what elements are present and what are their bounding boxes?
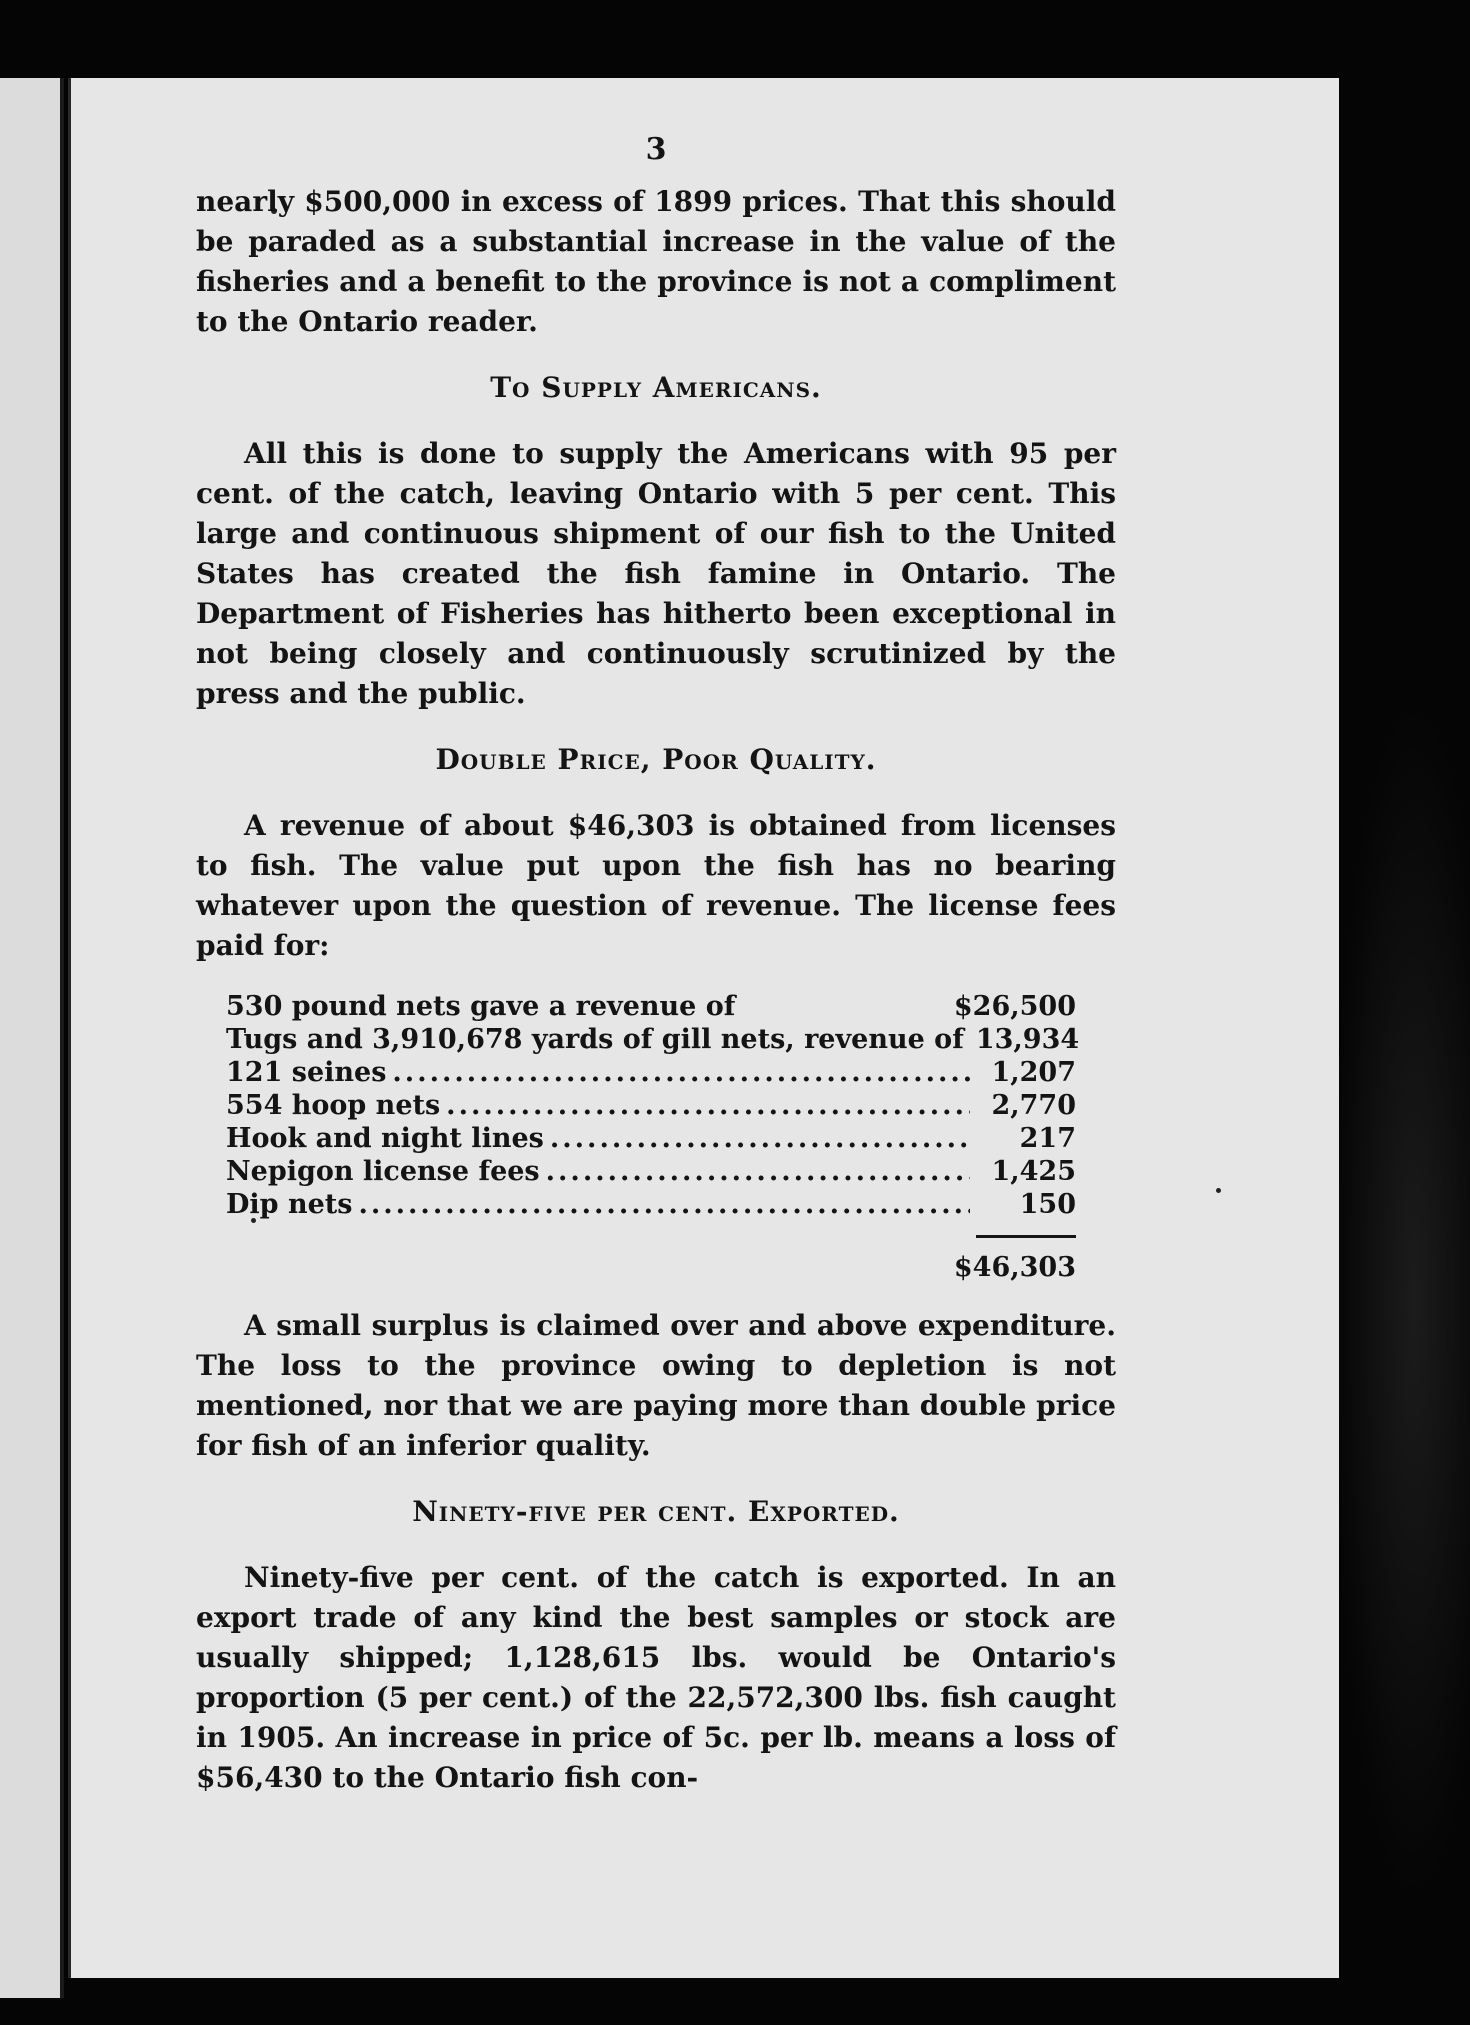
fee-label: Dip nets xyxy=(226,1189,353,1220)
fee-row xyxy=(226,1155,1076,1188)
paragraph: A revenue of about $46,303 is obtained from licenses to fish. The value put upon the fish has no bearing whatever upon the question of revenue. The license fees paid for: xyxy=(196,809,1116,962)
fee-label: 530 pound nets gave a revenue of xyxy=(226,991,736,1022)
leader-dots xyxy=(392,1056,970,1089)
leader-dots xyxy=(550,1122,970,1155)
paragraph: A small surplus is claimed over and above expenditure. The loss to the province owing to depletion is not mentioned, nor that we are paying more than double price for fish of an inferior quality. xyxy=(196,1309,1116,1462)
license-fee-table xyxy=(226,990,1080,1288)
section-heading: Double Price, Poor Quality. xyxy=(435,743,877,776)
fee-label: Hook and night lines xyxy=(226,1123,544,1154)
fee-value: 217 xyxy=(1019,1123,1076,1154)
fee-row xyxy=(226,1122,1076,1155)
page-text xyxy=(196,130,1116,1798)
paragraph: Ninety-five per cent. of the catch is exported. In an export trade of any kind the best samples or stock are usually shipped; 1,128,615 lbs. would be Ontario's proportion (5 per cent.) of the 22,572,300 lbs. fish caught in 1905. An increase in price of 5c. per lb. means a loss of $56,430 to the Ontario fish con- xyxy=(196,1561,1116,1794)
fees-total: $46,303 xyxy=(953,1252,1076,1283)
section-heading: To Supply Americans. xyxy=(490,371,822,404)
fee-label: Tugs and 3,910,678 yards of gill nets, revenue of xyxy=(226,1024,964,1055)
fee-label: 121 seines xyxy=(226,1057,387,1088)
scan-speck xyxy=(1216,1188,1221,1193)
total-rule xyxy=(976,1235,1076,1238)
fee-value: $26,500 xyxy=(953,991,1076,1022)
paragraph: All this is done to supply the Americans with 95 per cent. of the catch, leaving Ontario with 5 per cent. This large and continuous shipment of our fish to the United States has created the fish famine in Ontario. The Department of Fisheries has hitherto been exceptional in not being closely and continuously scrutinized by the press and the public. xyxy=(196,437,1116,710)
fee-label: 554 hoop nets xyxy=(226,1090,441,1121)
fee-value: 2,770 xyxy=(991,1090,1076,1121)
scan-shadow xyxy=(1330,700,1470,1900)
leader-dots xyxy=(446,1089,970,1122)
fee-row xyxy=(226,1056,1076,1089)
fee-value: 1,207 xyxy=(991,1057,1076,1088)
fee-value: 150 xyxy=(1019,1189,1076,1220)
section-heading: Ninety-five per cent. Exported. xyxy=(412,1495,900,1528)
page-number: 3 xyxy=(645,132,667,167)
fee-row xyxy=(226,1188,1076,1221)
fee-row xyxy=(226,990,1076,1023)
paragraph: nearly $500,000 in excess of 1899 prices. That this should be paraded as a substantial increase in the value of the fisheries and a benefit to the province is not a compliment to the Ontario reader. xyxy=(196,185,1116,338)
fee-value: 1,425 xyxy=(991,1156,1076,1187)
fee-value: 13,934 xyxy=(975,1024,1080,1055)
leader-dots xyxy=(358,1188,970,1221)
fee-row xyxy=(226,1089,1076,1122)
previous-page-edge xyxy=(0,78,64,1998)
fee-label: Nepigon license fees xyxy=(226,1156,540,1187)
leader-dots xyxy=(546,1155,970,1188)
fee-row xyxy=(226,1023,1080,1056)
